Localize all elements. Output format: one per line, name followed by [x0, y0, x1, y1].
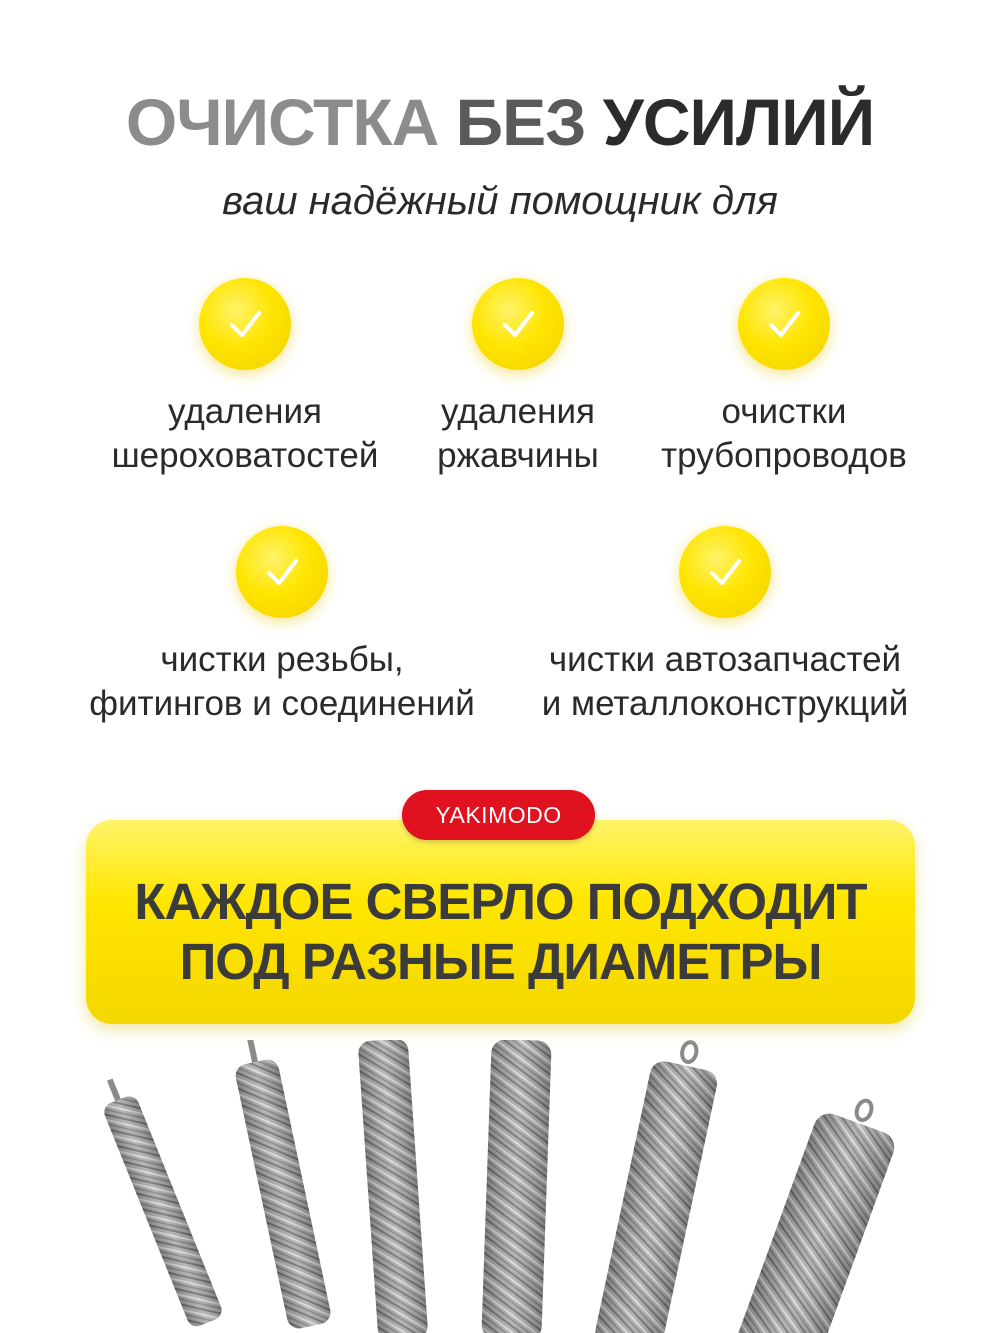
feature-item-rust — [368, 278, 668, 478]
feature-label-line2: и металлоконструкций — [541, 684, 909, 723]
feature-label — [72, 638, 492, 726]
title-word-3: УСИЛИЙ — [602, 85, 875, 159]
check-icon — [679, 526, 771, 618]
feature-label-line1: очистки — [721, 392, 847, 431]
check-icon — [738, 278, 830, 370]
brush-4 — [481, 1040, 552, 1333]
feature-label-line1: удаления — [168, 392, 322, 431]
feature-label — [368, 390, 668, 478]
feature-item-roughness — [95, 278, 395, 478]
title-word-1: ОЧИСТКА — [125, 85, 439, 159]
feature-label-line2: трубопроводов — [661, 436, 907, 475]
feature-label-line1: чистки резьбы, — [160, 640, 404, 679]
brush-3 — [356, 1040, 428, 1333]
feature-item-autoparts — [515, 526, 935, 726]
feature-item-pipelines — [634, 278, 934, 478]
feature-label-line1: чистки автозапчастей — [548, 640, 902, 679]
banner-line2: ПОД РАЗНЫЕ ДИАМЕТРЫ — [179, 933, 822, 990]
feature-label-line1: удаления — [441, 392, 595, 431]
promo-banner — [86, 820, 915, 1024]
page-subtitle: ваш надёжный помощник для — [222, 179, 778, 223]
feature-label-line2: ржавчины — [437, 436, 599, 475]
brush-1 — [93, 1073, 225, 1329]
page-title — [0, 82, 1000, 162]
feature-label — [95, 390, 395, 478]
title-word-2: БЕЗ — [455, 85, 586, 159]
brand-badge: YAKIMODO — [402, 790, 595, 840]
feature-label — [515, 638, 935, 726]
brush-2 — [228, 1040, 332, 1331]
feature-label-line2: фитингов и соединений — [89, 684, 475, 723]
feature-item-threads — [72, 526, 492, 726]
check-icon — [199, 278, 291, 370]
wire-brushes-image — [0, 1040, 1000, 1333]
brush-6 — [731, 1087, 907, 1333]
banner-text — [86, 872, 915, 992]
brush-5 — [593, 1040, 725, 1333]
feature-label-line2: шероховатостей — [111, 436, 379, 475]
check-icon — [472, 278, 564, 370]
check-icon — [236, 526, 328, 618]
banner-line1: КАЖДОЕ СВЕРЛО ПОДХОДИТ — [134, 873, 867, 930]
feature-label — [634, 390, 934, 478]
